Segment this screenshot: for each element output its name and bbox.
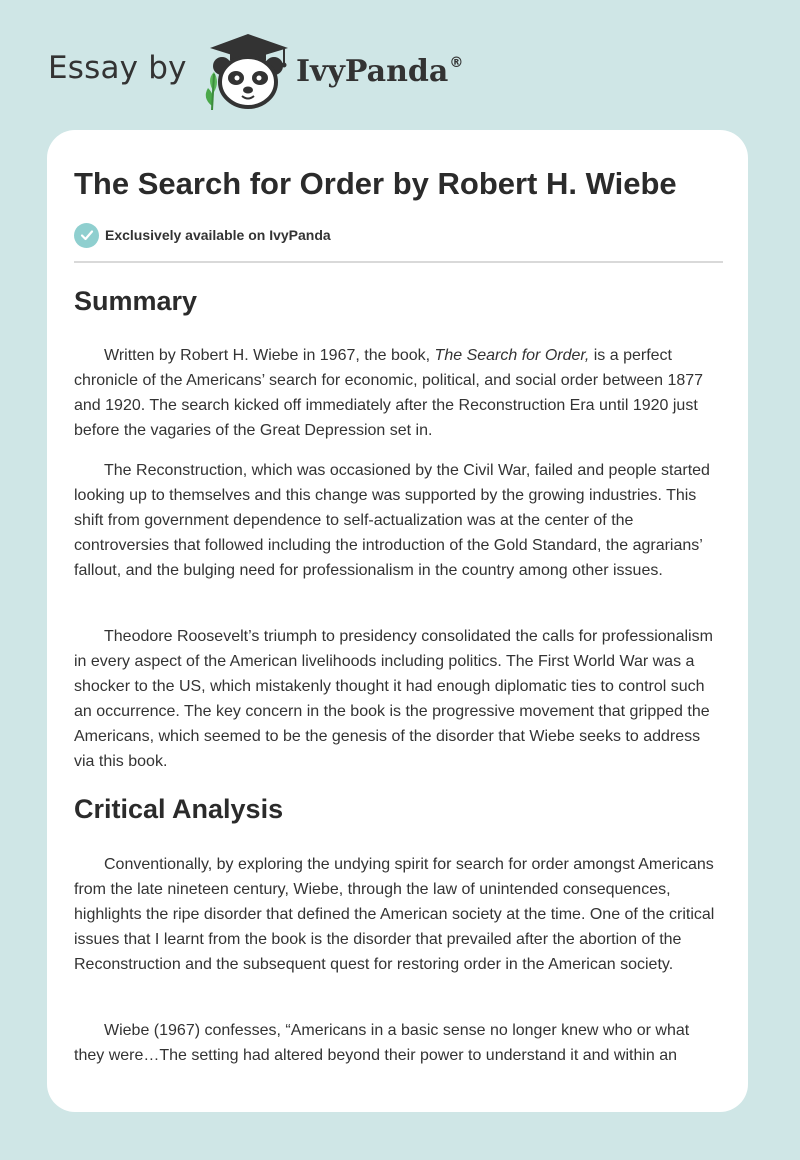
panda-logo-icon[interactable] xyxy=(200,30,296,112)
summary-paragraph-2: The Reconstruction, which was occasioned by the Civil War, failed and people started looking up to themselves and this change was supported by the growing industries. This shift from government dependence to self-actualization was at the center of the controversies that followed including the introduction of the Gold Standard, the agrarians’ fallout, and the bulging need for professionalism in the country among other issues. xyxy=(74,462,710,579)
section-heading-summary: Summary xyxy=(74,286,198,316)
analysis-paragraph-1: Conventionally, by exploring the undying spirit for search for order amongst Americans from the late nineteen century, Wiebe, through the law of unintended consequences, highlights the ripe disorder that defined the American society at the time. One of the critical issues that I learnt from the book is the disorder that prevailed after the abortion of the Reconstruction and the subsequent quest for restoring order in the American society. xyxy=(74,856,715,973)
summary-paragraph-3: Theodore Roosevelt’s triumph to presidency consolidated the calls for professionalism in every aspect of the American livelihoods including politics. The First World War was a shocker to the US, which mistakenly thought it had enough diplomatic ties to control such an occurrence. The key concern in the book is the progressive movement that gripped the Americans, which seemed to be the genesis of the disorder that Wiebe seeks to address via this book. xyxy=(74,628,713,770)
badge-label: Exclusively available on IvyPanda xyxy=(105,227,331,243)
essay-by-label: Essay by xyxy=(48,50,187,86)
brand-name[interactable]: IvyPanda® xyxy=(296,54,464,89)
summary-paragraph-1: Written by Robert H. Wiebe in 1967, the book, The Search for Order, is a perfect chronicle of the Americans’ search for economic, political, and social order between 1877 and 1920. The search kicked off immediately after the Reconstruction Era until 1920 just before the vagaries of the Great Depression set in. xyxy=(74,347,704,439)
exclusive-badge xyxy=(74,222,331,248)
analysis-paragraph-2: Wiebe (1967) confesses, “Americans in a basic sense no longer knew who or what they were…The setting had altered beyond their power to understand it and within an xyxy=(74,1022,690,1064)
divider xyxy=(74,261,723,263)
essay-card xyxy=(47,130,748,1112)
section-heading-critical-analysis: Critical Analysis xyxy=(74,794,284,824)
check-icon xyxy=(74,223,99,248)
site-header xyxy=(0,0,800,130)
page-title: The Search for Order by Robert H. Wiebe xyxy=(74,166,677,201)
registered-mark: ® xyxy=(449,55,464,71)
